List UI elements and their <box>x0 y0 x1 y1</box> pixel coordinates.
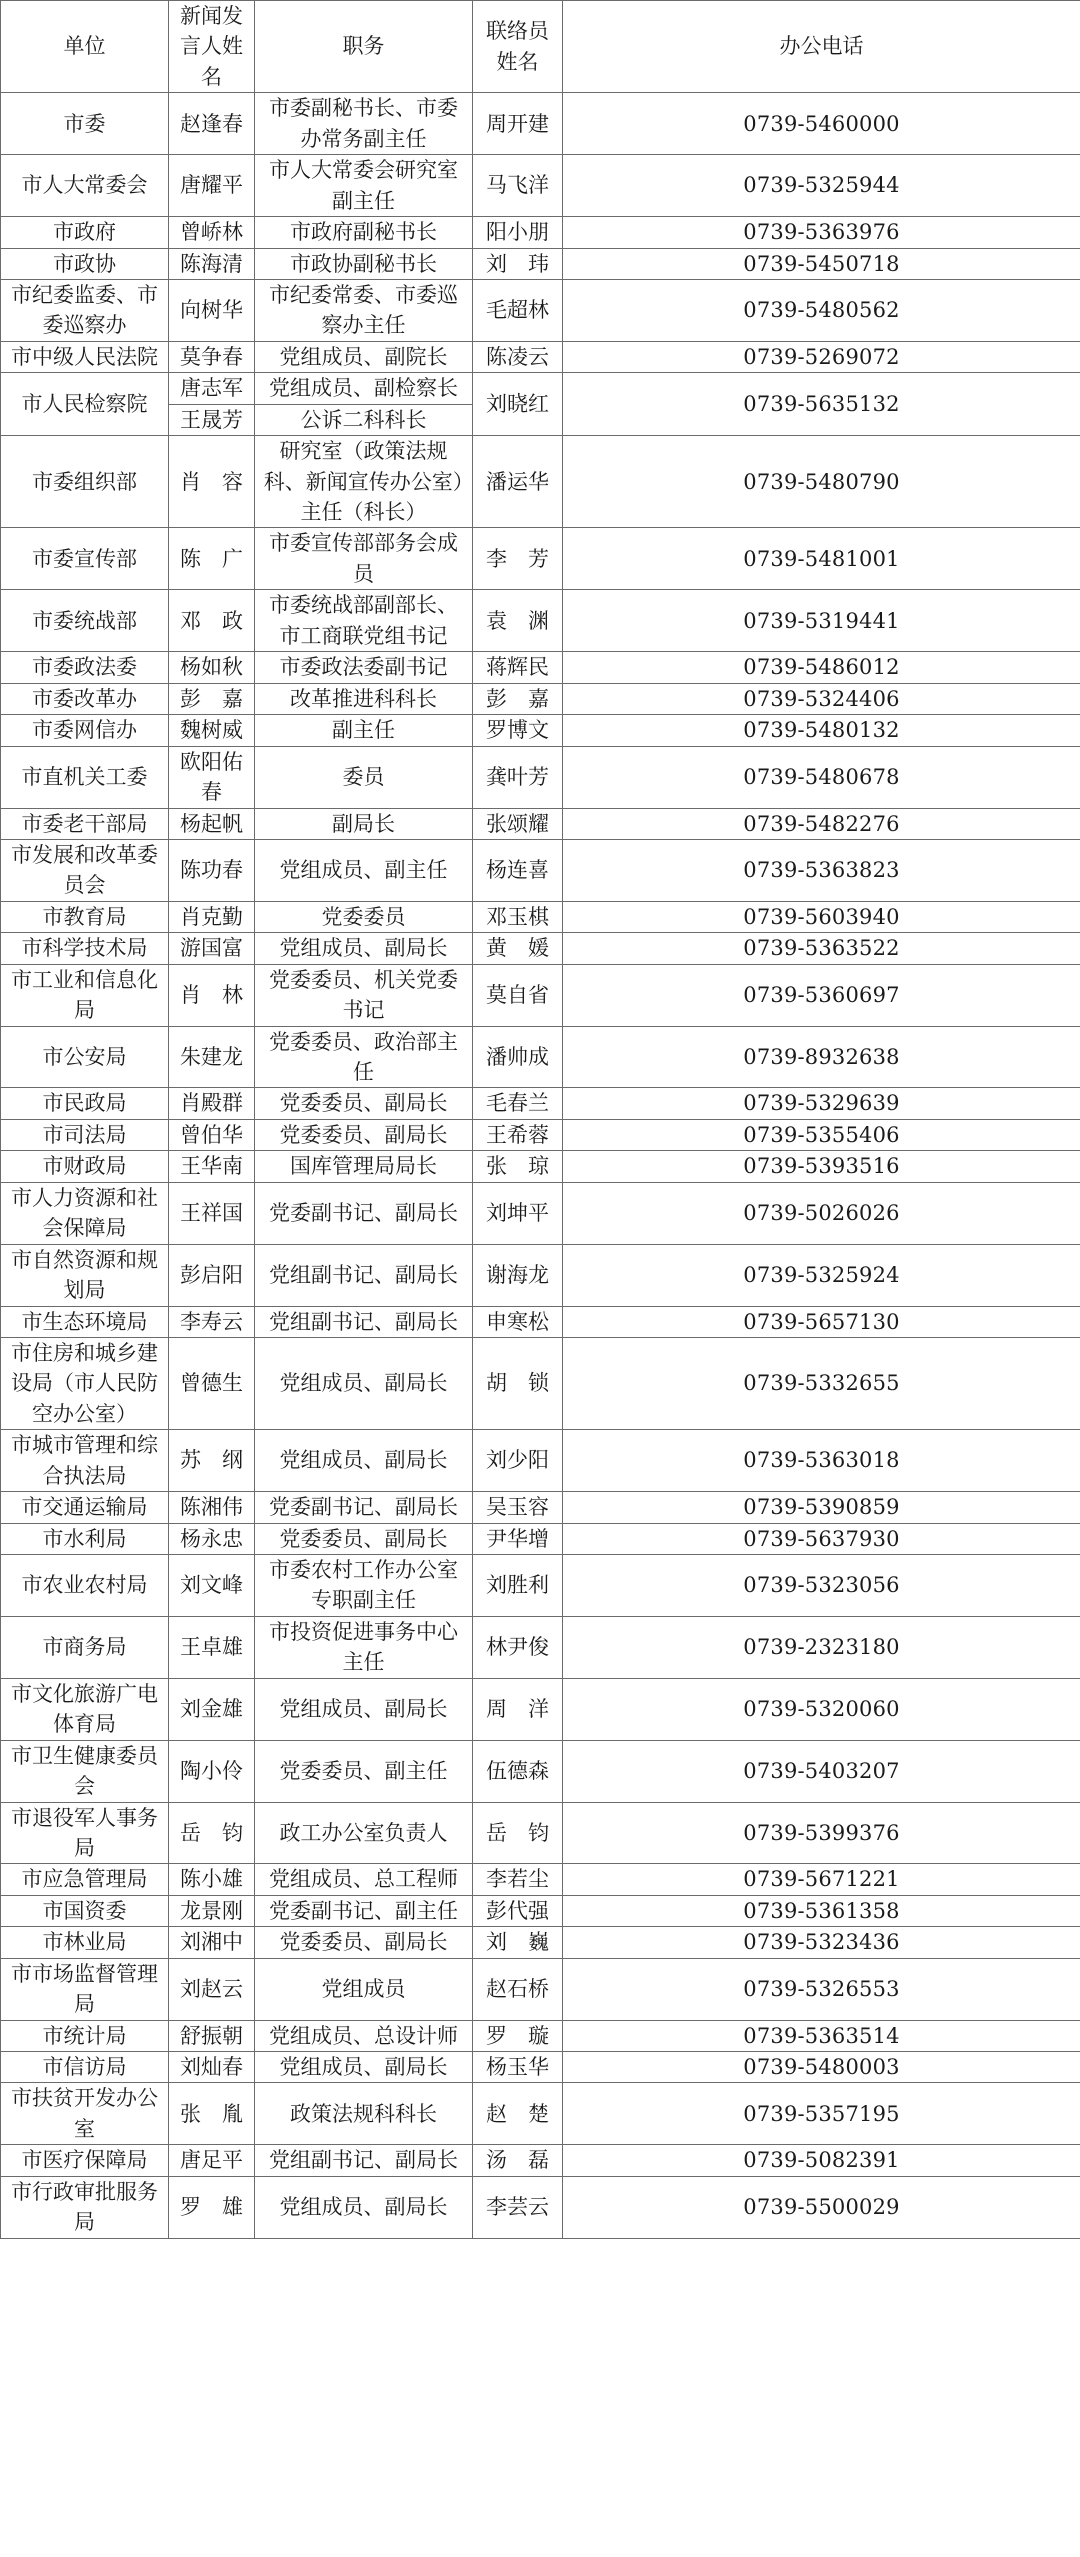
table-row <box>1 1864 1080 1895</box>
office-phone-cell: 0739-5324406 <box>563 683 1080 714</box>
spokesperson-name-cell: 刘湘中 <box>169 1927 255 1958</box>
table-row <box>1 1895 1080 1926</box>
spokesperson-name-cell: 陈 广 <box>169 528 255 590</box>
spokesperson-name-cell: 魏树威 <box>169 715 255 746</box>
office-phone-cell: 0739-5450718 <box>563 248 1080 279</box>
title-cell: 党组成员、总设计师 <box>255 2020 473 2051</box>
table-row <box>1 2083 1080 2145</box>
spokesperson-name-cell: 朱建龙 <box>169 1026 255 1088</box>
table-row <box>1 1026 1080 1088</box>
unit-cell: 市委网信办 <box>1 715 169 746</box>
unit-cell: 市政协 <box>1 248 169 279</box>
title-cell: 党委委员、副局长 <box>255 1523 473 1554</box>
office-phone-cell: 0739-5363522 <box>563 933 1080 964</box>
title-cell: 党委委员、副局长 <box>255 1119 473 1150</box>
liaison-name-cell: 马飞洋 <box>473 155 563 217</box>
table-row <box>1 1492 1080 1523</box>
liaison-name-cell: 周 洋 <box>473 1678 563 1740</box>
unit-cell: 市退役军人事务局 <box>1 1802 169 1864</box>
liaison-name-cell: 罗 璇 <box>473 2020 563 2051</box>
office-phone-cell: 0739-8932638 <box>563 1026 1080 1088</box>
liaison-name-cell: 伍德森 <box>473 1740 563 1802</box>
table-row <box>1 1927 1080 1958</box>
spokesperson-name-cell: 苏 纲 <box>169 1430 255 1492</box>
table-row <box>1 1678 1080 1740</box>
title-cell: 党委委员、政治部主任 <box>255 1026 473 1088</box>
liaison-name-cell: 周开建 <box>473 93 563 155</box>
liaison-name-cell: 袁 渊 <box>473 590 563 652</box>
title-cell: 党委委员、机关党委书记 <box>255 964 473 1026</box>
spokesperson-name-cell: 王华南 <box>169 1151 255 1182</box>
unit-cell: 市城市管理和综合执法局 <box>1 1430 169 1492</box>
office-phone-cell: 0739-5360697 <box>563 964 1080 1026</box>
table-row <box>1 2145 1080 2176</box>
unit-cell: 市自然资源和规划局 <box>1 1244 169 1306</box>
unit-cell: 市交通运输局 <box>1 1492 169 1523</box>
title-cell: 市投资促进事务中心主任 <box>255 1616 473 1678</box>
title-cell: 党组成员、副局长 <box>255 1678 473 1740</box>
title-cell: 党组副书记、副局长 <box>255 1306 473 1337</box>
spokesperson-name-cell: 舒振朝 <box>169 2020 255 2051</box>
table-row <box>1 683 1080 714</box>
office-phone-cell: 0739-5480678 <box>563 746 1080 808</box>
table-row <box>1 1430 1080 1492</box>
liaison-name-cell: 彭代强 <box>473 1895 563 1926</box>
spokesperson-name-cell: 王祥国 <box>169 1182 255 1244</box>
liaison-name-cell: 谢海龙 <box>473 1244 563 1306</box>
table-body <box>1 93 1080 2238</box>
liaison-name-cell: 杨连喜 <box>473 839 563 901</box>
header-liaison-name: 联络员姓名 <box>473 1 563 93</box>
office-phone-cell: 0739-5326553 <box>563 1958 1080 2020</box>
title-cell: 党组成员、副局长 <box>255 933 473 964</box>
unit-cell: 市国资委 <box>1 1895 169 1926</box>
liaison-name-cell: 杨玉华 <box>473 2052 563 2083</box>
unit-cell: 市纪委监委、市委巡察办 <box>1 279 169 341</box>
table-row <box>1 746 1080 808</box>
title-cell: 市政府副秘书长 <box>255 217 473 248</box>
title-cell: 党组成员、副院长 <box>255 341 473 372</box>
table-row <box>1 808 1080 839</box>
spokesperson-name-cell: 陈小雄 <box>169 1864 255 1895</box>
office-phone-cell: 0739-5319441 <box>563 590 1080 652</box>
title-cell: 党组副书记、副局长 <box>255 2145 473 2176</box>
liaison-name-cell: 邓玉棋 <box>473 901 563 932</box>
title-cell: 党组成员、总工程师 <box>255 1864 473 1895</box>
office-phone-cell: 0739-5355406 <box>563 1119 1080 1150</box>
unit-cell: 市委 <box>1 93 169 155</box>
title-cell: 党委委员、副主任 <box>255 1740 473 1802</box>
office-phone-cell: 0739-5320060 <box>563 1678 1080 1740</box>
spokesperson-name-cell: 曾峤林 <box>169 217 255 248</box>
table-row <box>1 1958 1080 2020</box>
table-row <box>1 1306 1080 1337</box>
office-phone-cell: 0739-5323436 <box>563 1927 1080 1958</box>
spokesperson-name-cell: 欧阳佑春 <box>169 746 255 808</box>
liaison-name-cell: 阳小朋 <box>473 217 563 248</box>
office-phone-cell: 0739-5329639 <box>563 1088 1080 1119</box>
table-row <box>1 1088 1080 1119</box>
liaison-name-cell: 李若尘 <box>473 1864 563 1895</box>
unit-cell: 市应急管理局 <box>1 1864 169 1895</box>
liaison-name-cell: 黄 媛 <box>473 933 563 964</box>
spokesperson-name-cell: 王卓雄 <box>169 1616 255 1678</box>
spokesperson-name-cell: 刘灿春 <box>169 2052 255 2083</box>
spokesperson-name-cell: 曾德生 <box>169 1337 255 1429</box>
office-phone-cell: 0739-5482276 <box>563 808 1080 839</box>
title-cell: 市委农村工作办公室专职副主任 <box>255 1555 473 1617</box>
unit-cell: 市委组织部 <box>1 436 169 528</box>
unit-cell: 市人力资源和社会保障局 <box>1 1182 169 1244</box>
liaison-name-cell: 李 芳 <box>473 528 563 590</box>
title-cell: 党组成员、副局长 <box>255 1337 473 1429</box>
spokesperson-name-cell: 陶小伶 <box>169 1740 255 1802</box>
office-phone-cell: 0739-5325924 <box>563 1244 1080 1306</box>
spokesperson-name-cell: 岳 钧 <box>169 1802 255 1864</box>
unit-cell: 市直机关工委 <box>1 746 169 808</box>
table-row <box>1 715 1080 746</box>
table-row <box>1 839 1080 901</box>
spokesperson-name-cell: 陈功春 <box>169 839 255 901</box>
liaison-name-cell: 赵石桥 <box>473 1958 563 2020</box>
unit-cell: 市住房和城乡建设局（市人民防空办公室） <box>1 1337 169 1429</box>
unit-cell: 市委宣传部 <box>1 528 169 590</box>
office-phone-cell: 0739-5269072 <box>563 341 1080 372</box>
table-row <box>1 2176 1080 2238</box>
table-row <box>1 1740 1080 1802</box>
table-row <box>1 933 1080 964</box>
unit-cell: 市人大常委会 <box>1 155 169 217</box>
office-phone-cell: 0739-5357195 <box>563 2083 1080 2145</box>
spokesperson-name-cell: 彭启阳 <box>169 1244 255 1306</box>
table-row <box>1 2020 1080 2051</box>
unit-cell: 市卫生健康委员会 <box>1 1740 169 1802</box>
spokesperson-name-cell: 刘赵云 <box>169 1958 255 2020</box>
office-phone-cell: 0739-5363823 <box>563 839 1080 901</box>
office-phone-cell: 0739-5486012 <box>563 652 1080 683</box>
title-cell: 党组成员、副主任 <box>255 839 473 901</box>
liaison-name-cell: 王希蓉 <box>473 1119 563 1150</box>
table-row <box>1 1616 1080 1678</box>
table-row <box>1 2052 1080 2083</box>
table-row <box>1 652 1080 683</box>
office-phone-cell: 0739-5403207 <box>563 1740 1080 1802</box>
spokesperson-name-cell: 刘金雄 <box>169 1678 255 1740</box>
title-cell: 市纪委常委、市委巡察办主任 <box>255 279 473 341</box>
liaison-name-cell: 彭 嘉 <box>473 683 563 714</box>
liaison-name-cell: 林尹俊 <box>473 1616 563 1678</box>
spokesperson-name-cell: 杨起帆 <box>169 808 255 839</box>
unit-cell: 市政府 <box>1 217 169 248</box>
liaison-name-cell: 赵 楚 <box>473 2083 563 2145</box>
unit-cell: 市教育局 <box>1 901 169 932</box>
title-cell: 市委宣传部部务会成员 <box>255 528 473 590</box>
title-cell: 委员 <box>255 746 473 808</box>
table-row <box>1 1555 1080 1617</box>
title-cell: 党组成员、副检察长 <box>255 373 473 404</box>
office-phone-cell: 0739-5393516 <box>563 1151 1080 1182</box>
unit-cell: 市委老干部局 <box>1 808 169 839</box>
office-phone-cell: 0739-5361358 <box>563 1895 1080 1926</box>
office-phone-cell: 0739-5480003 <box>563 2052 1080 2083</box>
table-row <box>1 217 1080 248</box>
unit-cell: 市发展和改革委员会 <box>1 839 169 901</box>
table-row <box>1 248 1080 279</box>
office-phone-cell: 0739-5637930 <box>563 1523 1080 1554</box>
table-row <box>1 1182 1080 1244</box>
title-cell: 市委统战部副部长、市工商联党组书记 <box>255 590 473 652</box>
liaison-name-cell: 潘帅成 <box>473 1026 563 1088</box>
table-row <box>1 436 1080 528</box>
liaison-name-cell: 毛春兰 <box>473 1088 563 1119</box>
unit-cell: 市生态环境局 <box>1 1306 169 1337</box>
table-row <box>1 1802 1080 1864</box>
unit-cell: 市中级人民法院 <box>1 341 169 372</box>
title-cell: 副局长 <box>255 808 473 839</box>
title-cell: 党委副书记、副局长 <box>255 1182 473 1244</box>
title-cell: 党委副书记、副局长 <box>255 1492 473 1523</box>
title-cell: 市委政法委副书记 <box>255 652 473 683</box>
liaison-name-cell: 吴玉容 <box>473 1492 563 1523</box>
table-row <box>1 373 1080 404</box>
title-cell: 党组副书记、副局长 <box>255 1244 473 1306</box>
spokesperson-name-cell: 肖 容 <box>169 436 255 528</box>
title-cell: 公诉二科科长 <box>255 404 473 435</box>
table-row <box>1 155 1080 217</box>
office-phone-cell: 0739-5363976 <box>563 217 1080 248</box>
spokesperson-name-cell: 向树华 <box>169 279 255 341</box>
header-title: 职务 <box>255 1 473 93</box>
title-cell: 市人大常委会研究室副主任 <box>255 155 473 217</box>
spokesperson-name-cell: 张 胤 <box>169 2083 255 2145</box>
title-cell: 党组成员 <box>255 1958 473 2020</box>
liaison-name-cell: 刘胜利 <box>473 1555 563 1617</box>
liaison-name-cell: 潘运华 <box>473 436 563 528</box>
title-cell: 党组成员、副局长 <box>255 1430 473 1492</box>
spokesperson-name-cell: 陈湘伟 <box>169 1492 255 1523</box>
unit-cell: 市财政局 <box>1 1151 169 1182</box>
title-cell: 党委委员、副局长 <box>255 1927 473 1958</box>
title-cell: 改革推进科科长 <box>255 683 473 714</box>
spokesperson-name-cell: 肖殿群 <box>169 1088 255 1119</box>
liaison-name-cell: 蒋辉民 <box>473 652 563 683</box>
table-row <box>1 1244 1080 1306</box>
spokesperson-name-cell: 刘文峰 <box>169 1555 255 1617</box>
table-row <box>1 341 1080 372</box>
liaison-name-cell: 张 琼 <box>473 1151 563 1182</box>
unit-cell: 市人民检察院 <box>1 373 169 436</box>
office-phone-cell: 0739-5390859 <box>563 1492 1080 1523</box>
title-cell: 党组成员、副局长 <box>255 2052 473 2083</box>
office-phone-cell: 0739-5323056 <box>563 1555 1080 1617</box>
liaison-name-cell: 毛超林 <box>473 279 563 341</box>
office-phone-cell: 0739-5657130 <box>563 1306 1080 1337</box>
spokesperson-name-cell: 肖克勤 <box>169 901 255 932</box>
office-phone-cell: 0739-5603940 <box>563 901 1080 932</box>
title-cell: 副主任 <box>255 715 473 746</box>
office-phone-cell: 0739-5325944 <box>563 155 1080 217</box>
unit-cell: 市统计局 <box>1 2020 169 2051</box>
table-row <box>1 1523 1080 1554</box>
table-row <box>1 901 1080 932</box>
office-phone-cell: 0739-5082391 <box>563 2145 1080 2176</box>
table-row <box>1 279 1080 341</box>
unit-cell: 市水利局 <box>1 1523 169 1554</box>
liaison-name-cell: 张颂耀 <box>473 808 563 839</box>
office-phone-cell: 0739-5481001 <box>563 528 1080 590</box>
liaison-name-cell: 岳 钧 <box>473 1802 563 1864</box>
liaison-name-cell: 龚叶芳 <box>473 746 563 808</box>
table-row <box>1 1119 1080 1150</box>
unit-cell: 市委统战部 <box>1 590 169 652</box>
liaison-name-cell: 尹华增 <box>473 1523 563 1554</box>
table-row <box>1 590 1080 652</box>
office-phone-cell: 0739-5500029 <box>563 2176 1080 2238</box>
liaison-name-cell: 刘坤平 <box>473 1182 563 1244</box>
unit-cell: 市医疗保障局 <box>1 2145 169 2176</box>
spokesperson-name-cell: 邓 政 <box>169 590 255 652</box>
title-cell: 政策法规科科长 <box>255 2083 473 2145</box>
spokesperson-name-cell: 彭 嘉 <box>169 683 255 714</box>
table-row <box>1 1337 1080 1429</box>
title-cell: 政工办公室负责人 <box>255 1802 473 1864</box>
liaison-name-cell: 胡 锁 <box>473 1337 563 1429</box>
spokesperson-name-cell: 杨永忠 <box>169 1523 255 1554</box>
liaison-name-cell: 陈凌云 <box>473 341 563 372</box>
spokesperson-name-cell: 赵逢春 <box>169 93 255 155</box>
liaison-name-cell: 莫自省 <box>473 964 563 1026</box>
unit-cell: 市民政局 <box>1 1088 169 1119</box>
spokesperson-name-cell: 王晟芳 <box>169 404 255 435</box>
header-row <box>1 1 1080 93</box>
office-phone-cell: 0739-2323180 <box>563 1616 1080 1678</box>
spokesperson-name-cell: 唐志军 <box>169 373 255 404</box>
unit-cell: 市公安局 <box>1 1026 169 1088</box>
unit-cell: 市行政审批服务局 <box>1 2176 169 2238</box>
title-cell: 市政协副秘书长 <box>255 248 473 279</box>
spokesperson-name-cell: 莫争春 <box>169 341 255 372</box>
spokesperson-name-cell: 杨如秋 <box>169 652 255 683</box>
office-phone-cell: 0739-5026026 <box>563 1182 1080 1244</box>
header-office-phone: 办公电话 <box>563 1 1080 93</box>
title-cell: 市委副秘书长、市委办常务副主任 <box>255 93 473 155</box>
spokesperson-name-cell: 游国富 <box>169 933 255 964</box>
office-phone-cell: 0739-5635132 <box>563 373 1080 436</box>
title-cell: 党委副书记、副主任 <box>255 1895 473 1926</box>
unit-cell: 市委改革办 <box>1 683 169 714</box>
header-unit: 单位 <box>1 1 169 93</box>
office-phone-cell: 0739-5460000 <box>563 93 1080 155</box>
liaison-name-cell: 刘 巍 <box>473 1927 563 1958</box>
unit-cell: 市工业和信息化局 <box>1 964 169 1026</box>
liaison-name-cell: 汤 磊 <box>473 2145 563 2176</box>
office-phone-cell: 0739-5480562 <box>563 279 1080 341</box>
unit-cell: 市科学技术局 <box>1 933 169 964</box>
spokesperson-name-cell: 肖 林 <box>169 964 255 1026</box>
office-phone-cell: 0739-5363514 <box>563 2020 1080 2051</box>
title-cell: 党委委员 <box>255 901 473 932</box>
table-row <box>1 93 1080 155</box>
spokesperson-name-cell: 罗 雄 <box>169 2176 255 2238</box>
office-phone-cell: 0739-5480790 <box>563 436 1080 528</box>
spokesperson-name-cell: 李寿云 <box>169 1306 255 1337</box>
title-cell: 党组成员、副局长 <box>255 2176 473 2238</box>
spokesperson-name-cell: 陈海清 <box>169 248 255 279</box>
title-cell: 党委委员、副局长 <box>255 1088 473 1119</box>
unit-cell: 市商务局 <box>1 1616 169 1678</box>
spokesperson-name-cell: 曾伯华 <box>169 1119 255 1150</box>
spokesperson-name-cell: 唐足平 <box>169 2145 255 2176</box>
unit-cell: 市司法局 <box>1 1119 169 1150</box>
spokesperson-name-cell: 龙景刚 <box>169 1895 255 1926</box>
office-phone-cell: 0739-5671221 <box>563 1864 1080 1895</box>
unit-cell: 市委政法委 <box>1 652 169 683</box>
liaison-name-cell: 刘晓红 <box>473 373 563 436</box>
liaison-name-cell: 罗博文 <box>473 715 563 746</box>
liaison-name-cell: 刘少阳 <box>473 1430 563 1492</box>
liaison-name-cell: 申寒松 <box>473 1306 563 1337</box>
table-row <box>1 964 1080 1026</box>
unit-cell: 市农业农村局 <box>1 1555 169 1617</box>
spokesperson-name-cell: 唐耀平 <box>169 155 255 217</box>
unit-cell: 市林业局 <box>1 1927 169 1958</box>
table-row <box>1 1151 1080 1182</box>
title-cell: 国库管理局局长 <box>255 1151 473 1182</box>
liaison-name-cell: 刘 玮 <box>473 248 563 279</box>
table-row <box>1 528 1080 590</box>
office-phone-cell: 0739-5363018 <box>563 1430 1080 1492</box>
office-phone-cell: 0739-5332655 <box>563 1337 1080 1429</box>
unit-cell: 市扶贫开发办公室 <box>1 2083 169 2145</box>
office-phone-cell: 0739-5399376 <box>563 1802 1080 1864</box>
office-phone-cell: 0739-5480132 <box>563 715 1080 746</box>
liaison-name-cell: 李芸云 <box>473 2176 563 2238</box>
unit-cell: 市信访局 <box>1 2052 169 2083</box>
unit-cell: 市文化旅游广电体育局 <box>1 1678 169 1740</box>
title-cell: 研究室（政策法规科、新闻宣传办公室）主任（科长） <box>255 436 473 528</box>
header-spokesperson-name: 新闻发言人姓名 <box>169 1 255 93</box>
unit-cell: 市市场监督管理局 <box>1 1958 169 2020</box>
